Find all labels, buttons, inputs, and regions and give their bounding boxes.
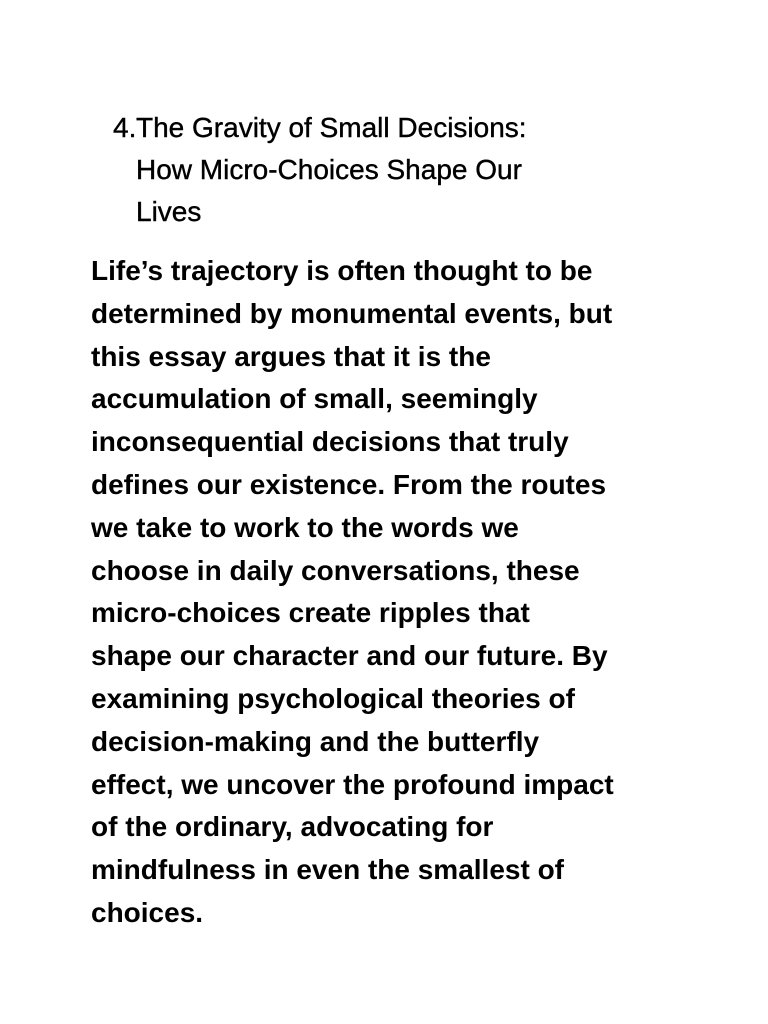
section-title bbox=[136, 107, 673, 233]
paragraph-line: we take to work to the words we bbox=[91, 511, 519, 543]
section-title-line: How Micro-Choices Shape Our bbox=[136, 154, 522, 185]
paragraph-line: accumulation of small, seemingly bbox=[91, 383, 538, 415]
paragraph-line: choose in daily conversations, these bbox=[91, 554, 580, 586]
paragraph-line: this essay argues that it is the bbox=[91, 340, 491, 372]
section-number: 4. bbox=[113, 112, 137, 143]
paragraph-line: of the ordinary, advocating for bbox=[91, 811, 494, 843]
paragraph-line: mindfulness in even the smallest of bbox=[91, 854, 565, 886]
paragraph-line: Life’s trajectory is often thought to be bbox=[91, 255, 593, 286]
paragraph-line: shape our character and our future. By bbox=[91, 640, 608, 672]
paragraph-line: determined by monumental events, but bbox=[91, 297, 613, 329]
paragraph-line: micro-choices create ripples that bbox=[91, 597, 530, 629]
paragraph-line: inconsequential decisions that truly bbox=[91, 426, 569, 458]
section-title-line: Lives bbox=[136, 196, 202, 227]
paragraph-line: effect, we uncover the profound impact bbox=[91, 768, 614, 800]
paragraph-line: decision-making and the butterfly bbox=[91, 725, 540, 757]
section-title-line: The Gravity of Small Decisions: bbox=[136, 112, 527, 143]
paragraph-line: choices. bbox=[91, 896, 204, 928]
paragraph-line: examining psychological theories of bbox=[91, 682, 575, 714]
body-paragraph bbox=[91, 250, 691, 935]
section-heading bbox=[113, 107, 673, 233]
paragraph-line: defines our existence. From the routes bbox=[91, 468, 607, 500]
